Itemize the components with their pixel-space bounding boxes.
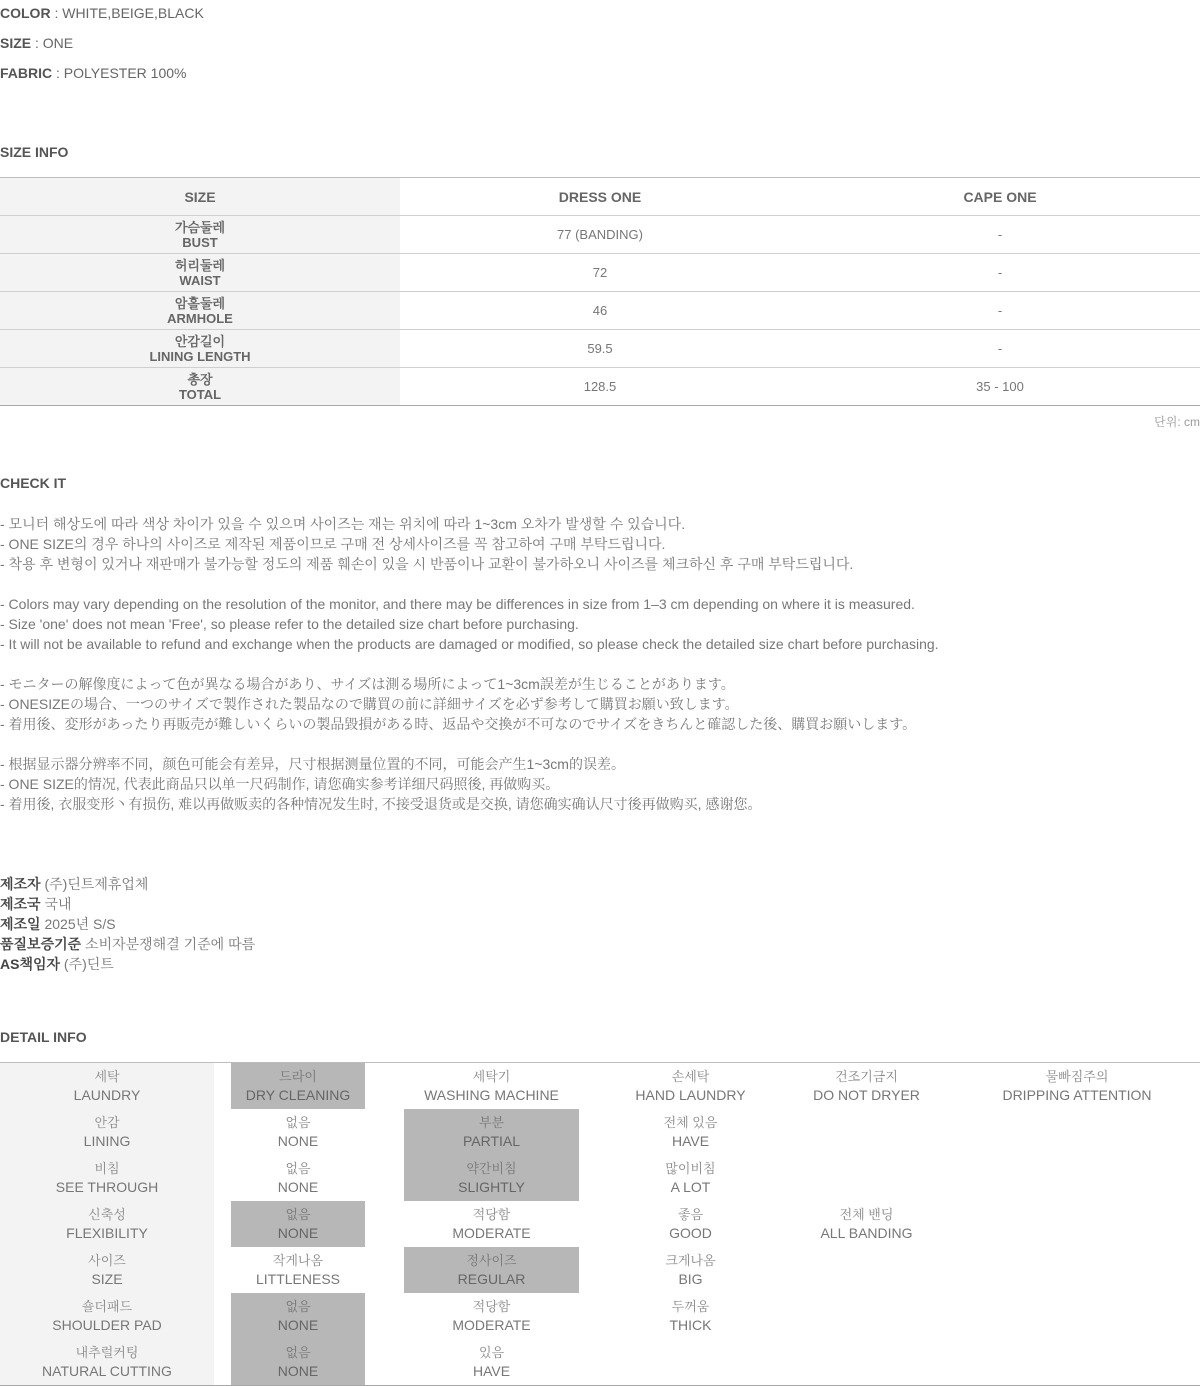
detail-ko-text: 전체 밴딩 (839, 1207, 894, 1222)
table-row (0, 254, 1200, 292)
detail-row (0, 1155, 1200, 1201)
measurement-label (0, 330, 400, 368)
maker-value: (주)딘트제휴업체 (40, 876, 149, 892)
detail-row (0, 1109, 1200, 1155)
cape-value: - (800, 254, 1200, 292)
detail-ko-text: 많이비침 (665, 1161, 716, 1176)
maker-label: 제조국 (0, 896, 41, 912)
detail-row (0, 1063, 1200, 1109)
detail-ko-text: 없음 (285, 1299, 311, 1314)
detail-ko-text: 약간비침 (466, 1161, 517, 1176)
detail-ko-text: 물빠짐주의 (1045, 1069, 1109, 1084)
dress-value: 72 (400, 254, 800, 292)
measurement-ko: 안감길이 (174, 333, 226, 349)
detail-en-text: LINING (83, 1133, 131, 1149)
dress-value: 128.5 (400, 368, 800, 406)
measurement-en: WAIST (179, 272, 221, 288)
spec-size (0, 34, 73, 52)
detail-en-text: WASHING MACHINE (424, 1087, 559, 1103)
size-header-cell: CAPE ONE (800, 178, 1200, 216)
detail-en-text: NONE (277, 1317, 319, 1333)
detail-option (404, 1201, 579, 1247)
detail-en-text: SLIGHTLY (458, 1179, 525, 1195)
measurement-en: BUST (182, 234, 218, 250)
detail-option (603, 1109, 778, 1155)
maker-label: 품질보증기준 (0, 936, 82, 952)
detail-en-text: DRY CLEANING (245, 1087, 351, 1103)
maker-line (0, 954, 255, 974)
table-row (0, 292, 1200, 330)
detail-ko-text: 비침 (94, 1161, 120, 1176)
detail-ko-text: 세탁기 (472, 1069, 511, 1084)
detail-en-text: HAVE (472, 1363, 511, 1379)
detail-en-text: NONE (277, 1133, 319, 1149)
measurement-en: ARMHOLE (167, 310, 233, 326)
detail-label (0, 1247, 214, 1293)
maker-line (0, 874, 255, 894)
detail-ko-text: 없음 (285, 1345, 311, 1360)
detail-option-selected (404, 1109, 579, 1155)
detail-row (0, 1201, 1200, 1247)
maker-line (0, 914, 255, 934)
detail-ko-text: 크게나옴 (665, 1253, 716, 1268)
check-note-line: - ONE SIZE的情况, 代表此商品只以单一尺码制作, 请您确实参考详细尺码照後, 再做购买。 (0, 776, 560, 792)
detail-option-selected (231, 1339, 365, 1385)
check-note-line: - 착용 후 변형이 있거나 재판매가 불가능할 정도의 제품 훼손이 있을 시 반품이나 교환이 불가하오니 사이즈를 체크하신 후 구매 부탁드립니다. (0, 556, 854, 572)
detail-option (603, 1155, 778, 1201)
table-row (0, 216, 1200, 254)
detail-label (0, 1201, 214, 1247)
detail-label (0, 1155, 214, 1201)
cape-value: - (800, 330, 1200, 368)
maker-value: 소비자분쟁해결 기준에 따름 (81, 936, 256, 952)
size-header-cell: SIZE (0, 178, 400, 216)
detail-ko-text: 신축성 (88, 1207, 126, 1222)
spec-value: : WHITE,BEIGE,BLACK (50, 5, 204, 21)
detail-row (0, 1293, 1200, 1339)
detail-info-title: DETAIL INFO (0, 1029, 87, 1045)
check-it-notes (0, 514, 939, 814)
detail-option (404, 1339, 579, 1385)
detail-ko-text: 없음 (285, 1207, 311, 1222)
detail-ko-text: 내추럴커팅 (75, 1345, 139, 1360)
dress-value: 46 (400, 292, 800, 330)
detail-en-text: BIG (678, 1271, 703, 1287)
spec-value: : ONE (31, 35, 74, 51)
size-info-title: SIZE INFO (0, 144, 69, 160)
detail-ko-text: 손세탁 (671, 1069, 710, 1084)
detail-ko-text: 숄더패드 (81, 1299, 133, 1314)
spec-fabric (0, 64, 186, 82)
measurement-label (0, 292, 400, 330)
detail-label (0, 1293, 214, 1339)
detail-option (603, 1063, 778, 1109)
measurement-ko: 허리둘레 (174, 257, 226, 273)
check-note-line: - Colors may vary depending on the resolution of the monitor, and there may be differences in size from 1–3 cm depending on where it is measured. (0, 596, 915, 612)
check-note-line: - ONESIZEの場合、一つのサイズで製作された製品なので購買の前に詳細サイズを必ず参考して購買お願い致します。 (0, 696, 739, 712)
table-row (0, 330, 1200, 368)
maker-line (0, 934, 255, 954)
maker-value: 국내 (40, 896, 72, 912)
detail-label (0, 1339, 214, 1385)
detail-ko-text: 있음 (478, 1345, 505, 1360)
detail-en-text: HAND LAUNDRY (635, 1087, 746, 1103)
unit-note: 단위: cm (1154, 415, 1200, 429)
detail-option (231, 1109, 365, 1155)
maker-value: 2025년 S/S (40, 916, 116, 932)
detail-ko-text: 부분 (478, 1115, 505, 1130)
detail-en-text: REGULAR (457, 1271, 526, 1287)
check-note-line: - 모니터 해상도에 따라 색상 차이가 있을 수 있으며 사이즈는 재는 위치에 따라 1~3cm 오차가 발생할 수 있습니다. (0, 516, 686, 532)
spec-label: SIZE (0, 35, 32, 51)
check-note-spacer (0, 734, 939, 754)
detail-option (231, 1155, 365, 1201)
measurement-ko: 총장 (187, 371, 213, 387)
detail-ko-text: 좋음 (677, 1207, 704, 1222)
spec-value: : POLYESTER 100% (52, 65, 187, 81)
spec-color (0, 4, 204, 22)
detail-ko-text: 작게나옴 (272, 1253, 324, 1268)
detail-en-text: THICK (669, 1317, 712, 1333)
detail-option-selected (231, 1201, 365, 1247)
detail-label (0, 1063, 214, 1109)
detail-en-text: SIZE (91, 1271, 123, 1287)
measurement-label (0, 254, 400, 292)
check-note-spacer (0, 654, 939, 674)
cape-value: 35 - 100 (800, 368, 1200, 406)
detail-option-selected (231, 1293, 365, 1339)
check-it-title: CHECK IT (0, 475, 67, 491)
detail-option (603, 1293, 778, 1339)
detail-en-text: LAUNDRY (73, 1087, 141, 1103)
detail-en-text: ALL BANDING (820, 1225, 913, 1241)
detail-en-text: MODERATE (452, 1317, 531, 1333)
measurement-label (0, 368, 400, 406)
maker-label: 제조일 (0, 916, 41, 932)
spec-label: FABRIC (0, 65, 53, 81)
check-note-line: - 着用後, 衣服变形丶有损伤, 难以再做贩卖的各种情况发生时, 不接受退货或是交换, 请您确实确认尺寸後再做购买, 感谢您。 (0, 796, 762, 812)
measurement-en: LINING LENGTH (149, 348, 251, 364)
detail-ko-text: 없음 (285, 1115, 311, 1130)
detail-ko-text: 사이즈 (88, 1253, 126, 1268)
measurement-label (0, 216, 400, 254)
cape-value: - (800, 216, 1200, 254)
detail-en-text: NONE (277, 1363, 319, 1379)
spec-label: COLOR (0, 5, 51, 21)
detail-en-text: MODERATE (452, 1225, 531, 1241)
detail-en-text: LITTLENESS (255, 1271, 341, 1287)
dress-value: 77 (BANDING) (400, 216, 800, 254)
measurement-ko: 가슴둘레 (174, 219, 226, 235)
detail-en-text: SHOULDER PAD (52, 1317, 162, 1333)
detail-option (404, 1063, 579, 1109)
detail-row (0, 1339, 1200, 1385)
detail-label (0, 1109, 214, 1155)
detail-ko-text: 드라이 (279, 1069, 317, 1084)
detail-option (603, 1247, 778, 1293)
detail-option (954, 1063, 1200, 1109)
detail-en-text: SEE THROUGH (55, 1179, 159, 1195)
maker-label: 제조자 (0, 876, 41, 892)
detail-en-text: PARTIAL (462, 1133, 521, 1149)
detail-en-text: DO NOT DRYER (813, 1087, 920, 1103)
maker-value: (주)딘트 (60, 956, 114, 972)
size-table-header (0, 178, 1200, 216)
check-note-line: - It will not be available to refund and exchange when the products are damaged or modified, so please check the detailed size chart before purchasing. (0, 636, 939, 652)
table-row (0, 368, 1200, 406)
detail-en-text: HAVE (671, 1133, 710, 1149)
check-note-line: - 着用後、変形があったり再販売が難しいくらいの製品毀損がある時、返品や交換が不可なのでサイズをきちんと確認した後、購買お願いします。 (0, 716, 917, 732)
detail-option (779, 1063, 954, 1109)
detail-option (231, 1247, 365, 1293)
detail-ko-text: 정사이즈 (466, 1253, 517, 1268)
detail-en-text: NONE (277, 1225, 319, 1241)
detail-option-selected (231, 1063, 365, 1109)
detail-option-selected (404, 1155, 579, 1201)
detail-ko-text: 세탁 (94, 1069, 120, 1084)
detail-ko-text: 적당함 (472, 1207, 511, 1222)
detail-ko-text: 없음 (285, 1161, 311, 1176)
check-note-line: - ONE SIZE의 경우 하나의 사이즈로 제작된 제품이므로 구매 전 상세사이즈를 꼭 참고하여 구매 부탁드립니다. (0, 536, 666, 552)
detail-row (0, 1247, 1200, 1293)
detail-ko-text: 적당함 (472, 1299, 511, 1314)
detail-option (779, 1201, 954, 1247)
detail-en-text: NATURAL CUTTING (42, 1363, 172, 1379)
check-note-line: - Size 'one' does not mean 'Free', so please refer to the detailed size chart before purchasing. (0, 616, 579, 632)
detail-ko-text: 두꺼움 (671, 1299, 710, 1314)
size-table (0, 177, 1200, 406)
detail-ko-text: 건조기금지 (835, 1069, 898, 1084)
detail-option (404, 1293, 579, 1339)
detail-en-text: NONE (277, 1179, 319, 1195)
check-note-line: - モニターの解像度によって色が異なる場合があり、サイズは測る場所によって1~3cm誤差が生じることがあります。 (0, 676, 735, 692)
detail-en-text: GOOD (669, 1225, 712, 1241)
size-header-cell: DRESS ONE (400, 178, 800, 216)
measurement-ko: 암홀둘레 (174, 295, 226, 311)
detail-option (603, 1201, 778, 1247)
dress-value: 59.5 (400, 330, 800, 368)
cape-value: - (800, 292, 1200, 330)
detail-en-text: A LOT (670, 1179, 711, 1195)
detail-ko-text: 전체 있음 (663, 1115, 718, 1130)
maker-info (0, 874, 255, 974)
check-note-line: - 根据显示器分辨率不同，颜色可能会有差异，尺寸根据测量位置的不同，可能会产生1~3cm的误差。 (0, 756, 625, 772)
measurement-en: TOTAL (178, 386, 222, 402)
detail-option-selected (404, 1247, 579, 1293)
check-note-spacer (0, 574, 939, 594)
detail-en-text: FLEXIBILITY (66, 1225, 148, 1241)
maker-label: AS책임자 (0, 956, 61, 972)
detail-ko-text: 안감 (94, 1115, 120, 1130)
detail-table (0, 1062, 1200, 1386)
maker-line (0, 894, 255, 914)
detail-en-text: DRIPPING ATTENTION (1002, 1087, 1152, 1103)
